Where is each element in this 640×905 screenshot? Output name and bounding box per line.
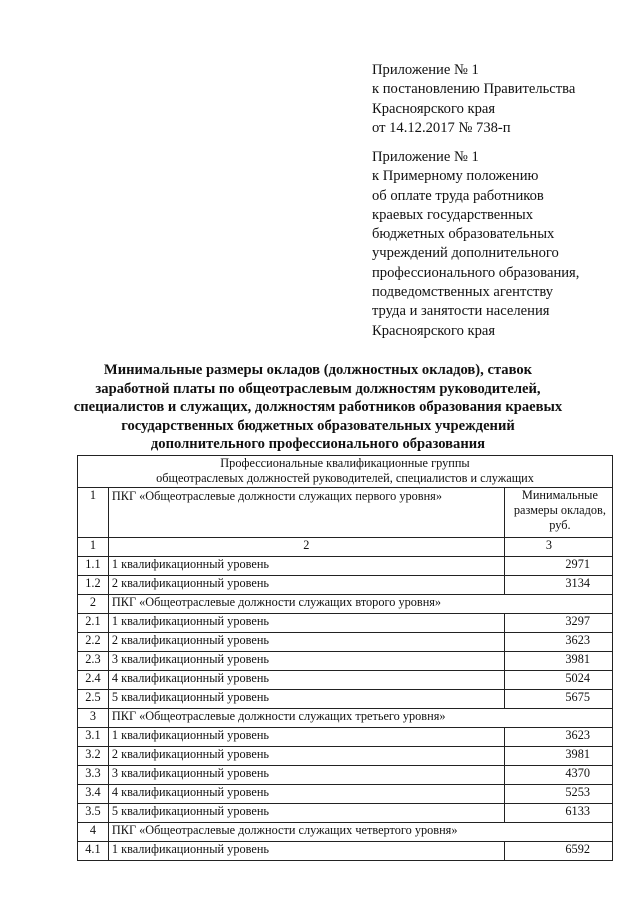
- table-row: [78, 728, 613, 747]
- column-number: 3: [504, 538, 612, 557]
- table-row: [78, 557, 613, 576]
- group-number: 3: [78, 709, 109, 728]
- row-number: 3.4: [78, 785, 109, 804]
- salary-value: 4370: [504, 766, 612, 785]
- salary-value: 3623: [504, 633, 612, 652]
- table-row: [78, 633, 613, 652]
- salary-value: 3623: [504, 728, 612, 747]
- qualification-level: 1 квалификационный уровень: [108, 557, 504, 576]
- table-row: [78, 690, 613, 709]
- table-header-line: Профессиональные квалификационные группы: [220, 456, 470, 470]
- table-row: [78, 671, 613, 690]
- annex-line: бюджетных образовательных: [372, 226, 555, 243]
- annex-line: к Примерному положению: [372, 168, 539, 185]
- group-row: [78, 488, 613, 538]
- row-number: 2.4: [78, 671, 109, 690]
- salary-value: 3981: [504, 747, 612, 766]
- table-row: [78, 747, 613, 766]
- group-name: ПКГ «Общеотраслевые должности служащих второго уровня»: [108, 595, 612, 614]
- annex-line: учреждений дополнительного: [372, 245, 559, 262]
- table-header-cell: [78, 456, 613, 488]
- group-row: [78, 595, 613, 614]
- group-row: [78, 709, 613, 728]
- row-number: 2.2: [78, 633, 109, 652]
- table-row: [78, 804, 613, 823]
- column-number-row: [78, 538, 613, 557]
- salary-table: [77, 455, 613, 861]
- salary-value: 5675: [504, 690, 612, 709]
- group-row: [78, 823, 613, 842]
- row-number: 3.2: [78, 747, 109, 766]
- annex-line: труда и занятости населения: [372, 303, 550, 320]
- qualification-level: 1 квалификационный уровень: [108, 728, 504, 747]
- salary-column-header: Минимальные размеры окладов, руб.: [504, 488, 612, 538]
- group-number: 2: [78, 595, 109, 614]
- qualification-level: 5 квалификационный уровень: [108, 804, 504, 823]
- salary-value: 6592: [504, 842, 612, 861]
- salary-value: 5024: [504, 671, 612, 690]
- qualification-level: 4 квалификационный уровень: [108, 671, 504, 690]
- qualification-level: 3 квалификационный уровень: [108, 766, 504, 785]
- annex-line: краевых государственных: [372, 206, 533, 223]
- table-header-line: общеотраслевых должностей руководителей, специалистов и служащих: [156, 471, 534, 485]
- document-title: [60, 361, 576, 454]
- group-number: 4: [78, 823, 109, 842]
- annex-line: к постановлению Правительства: [372, 81, 576, 98]
- group-name: ПКГ «Общеотраслевые должности служащих четвертого уровня»: [108, 823, 612, 842]
- qualification-level: 2 квалификационный уровень: [108, 747, 504, 766]
- salary-value: 3297: [504, 614, 612, 633]
- qualification-level: 1 квалификационный уровень: [108, 842, 504, 861]
- row-number: 4.1: [78, 842, 109, 861]
- salary-value: 5253: [504, 785, 612, 804]
- group-name: ПКГ «Общеотраслевые должности служащих третьего уровня»: [108, 709, 612, 728]
- annex-line: от 14.12.2017 № 738-п: [372, 119, 511, 136]
- row-number: 2.1: [78, 614, 109, 633]
- annex-government-block: [372, 61, 575, 138]
- table-row: [78, 785, 613, 804]
- annex-regulation-block: [372, 148, 579, 341]
- qualification-level: 2 квалификационный уровень: [108, 576, 504, 595]
- row-number: 3.3: [78, 766, 109, 785]
- group-number: 1: [78, 488, 109, 538]
- title-line: дополнительного профессионального образования: [150, 436, 486, 453]
- table-row: [78, 652, 613, 671]
- salary-value: 2971: [504, 557, 612, 576]
- qualification-level: 5 квалификационный уровень: [108, 690, 504, 709]
- salary-value: 3134: [504, 576, 612, 595]
- annex-line: Приложение № 1: [372, 62, 479, 78]
- group-name: ПКГ «Общеотраслевые должности служащих первого уровня»: [108, 488, 504, 538]
- table-header-row: [78, 456, 613, 488]
- row-number: 1.2: [78, 576, 109, 595]
- title-line: государственных бюджетных образовательных учреждений: [121, 417, 515, 434]
- title-line: заработной платы по общеотраслевым должностям руководителей,: [95, 380, 541, 397]
- row-number: 3.1: [78, 728, 109, 747]
- row-number: 1.1: [78, 557, 109, 576]
- annex-line: об оплате труда работников: [372, 187, 544, 204]
- salary-value: 3981: [504, 652, 612, 671]
- table-row: [78, 766, 613, 785]
- table-row: [78, 614, 613, 633]
- qualification-level: 1 квалификационный уровень: [108, 614, 504, 633]
- qualification-level: 2 квалификационный уровень: [108, 633, 504, 652]
- qualification-level: 3 квалификационный уровень: [108, 652, 504, 671]
- annex-line: профессионального образования,: [372, 264, 580, 281]
- annex-line: Приложение № 1: [372, 149, 479, 165]
- column-number: 1: [78, 538, 109, 557]
- annex-line: подведомственных агентству: [372, 284, 554, 301]
- table-row: [78, 576, 613, 595]
- qualification-level: 4 квалификационный уровень: [108, 785, 504, 804]
- column-number: 2: [108, 538, 504, 557]
- table-row: [78, 842, 613, 861]
- salary-value: 6133: [504, 804, 612, 823]
- row-number: 2.5: [78, 690, 109, 709]
- title-line: Минимальные размеры окладов (должностных окладов), ставок: [103, 362, 533, 378]
- annex-line: Красноярского края: [372, 322, 496, 339]
- annex-line: Красноярского края: [372, 100, 496, 117]
- title-line: специалистов и служащих, должностям работников образования краевых: [73, 399, 563, 416]
- row-number: 3.5: [78, 804, 109, 823]
- row-number: 2.3: [78, 652, 109, 671]
